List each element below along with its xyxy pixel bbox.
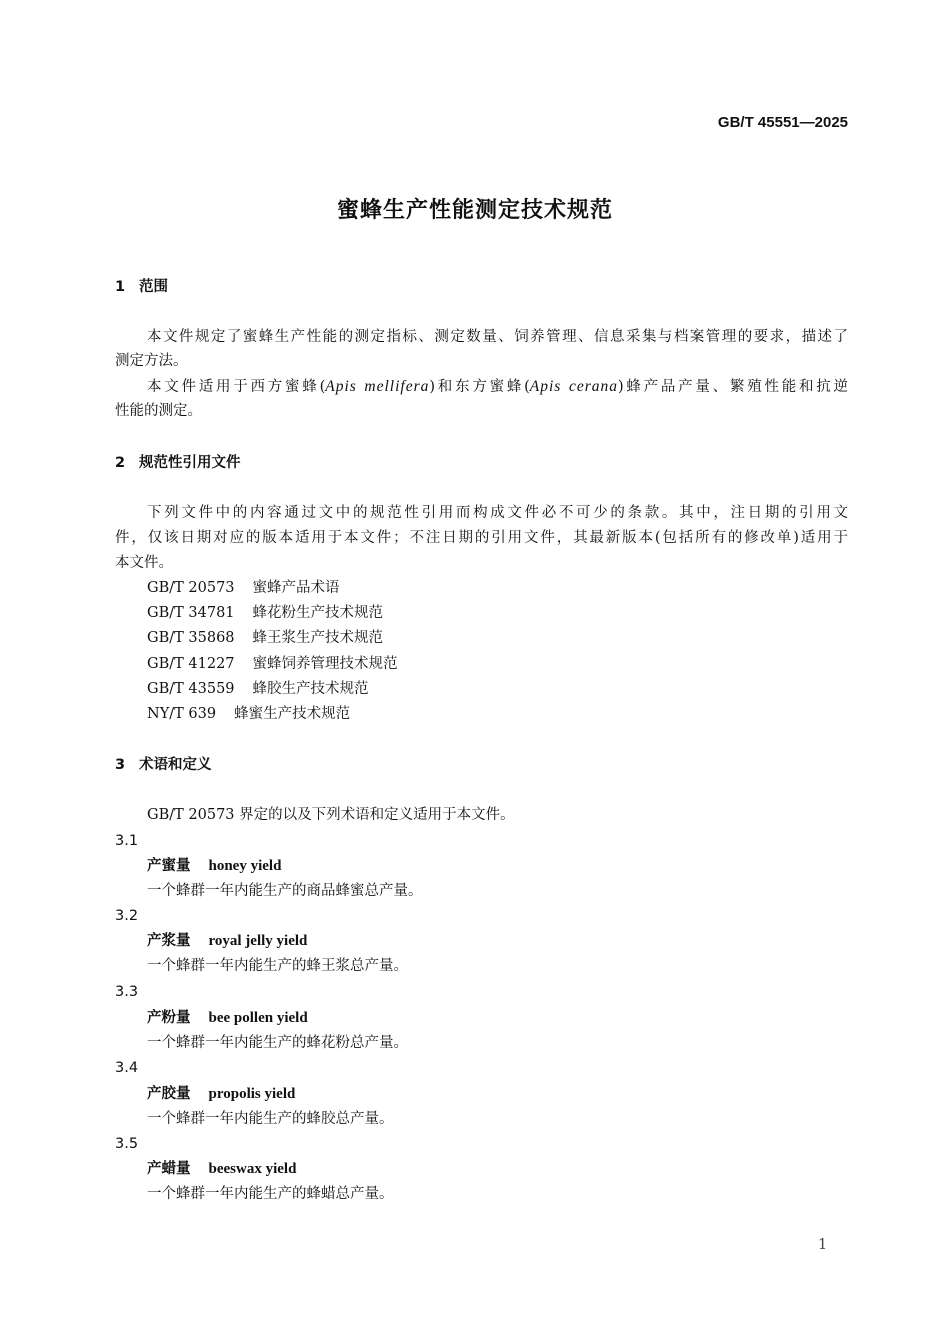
text: )和东方蜜蜂( [429, 379, 530, 395]
term-heading [147, 1008, 308, 1028]
term-en: royal jelly yield [208, 933, 308, 949]
paragraph-line: GB/T 20573 界定的以及下列术语和定义适用于本文件。 [147, 807, 515, 823]
section-number: 1 [115, 279, 126, 295]
term-en: bee pollen yield [208, 1010, 308, 1026]
paragraph-line: 下列文件中的内容通过文中的规范性引用而构成文件必不可少的条款。其中，注日期的引用文 [147, 505, 848, 521]
term-definition: 一个蜂群一年内能生产的蜂王浆总产量。 [147, 958, 408, 974]
reference-item [147, 578, 340, 598]
species-name: Apis cerana [529, 378, 618, 395]
reference-title: 蜂王浆生产技术规范 [252, 630, 384, 646]
reference-code: NY/T 639 [147, 706, 217, 722]
term-number: 3.4 [115, 1060, 139, 1076]
term-zh: 产胶量 [147, 1086, 191, 1102]
term-en: honey yield [208, 858, 282, 874]
text: 本文件适用于西方蜜蜂( [147, 379, 326, 395]
term-en: propolis yield [208, 1086, 296, 1102]
reference-code: GB/T 20573 [147, 580, 235, 596]
page-number: 1 [818, 1237, 828, 1253]
reference-code: GB/T 34781 [147, 605, 235, 621]
reference-item [147, 654, 398, 674]
term-en: beeswax yield [208, 1161, 297, 1177]
term-number: 3.2 [115, 908, 139, 924]
reference-title: 蜜蜂饲养管理技术规范 [252, 656, 398, 672]
reference-title: 蜜蜂产品术语 [252, 580, 340, 596]
term-zh: 产浆量 [147, 933, 191, 949]
reference-item [147, 679, 369, 699]
reference-title: 蜂花粉生产技术规范 [252, 605, 384, 621]
term-definition: 一个蜂群一年内能生产的蜂胶总产量。 [147, 1111, 394, 1127]
document-title: 蜜蜂生产性能测定技术规范 [336, 198, 613, 223]
term-heading [147, 1084, 295, 1104]
term-zh: 产蜡量 [147, 1161, 191, 1177]
reference-item [147, 704, 350, 724]
section-title: 术语和定义 [139, 757, 212, 773]
reference-title: 蜂胶生产技术规范 [252, 681, 369, 697]
paragraph-line: 性能的测定。 [115, 403, 202, 419]
term-definition: 一个蜂群一年内能生产的商品蜂蜜总产量。 [147, 883, 423, 899]
section-heading-normative-references [115, 453, 241, 473]
term-number: 3.5 [115, 1136, 139, 1152]
document-number: GB/T 45551—2025 [717, 114, 848, 131]
term-zh: 产蜜量 [147, 858, 191, 874]
term-definition: 一个蜂群一年内能生产的蜂蜡总产量。 [147, 1186, 394, 1202]
text: )蜂产品产量、繁殖性能和抗逆 [617, 379, 848, 395]
term-definition: 一个蜂群一年内能生产的蜂花粉总产量。 [147, 1035, 408, 1051]
reference-item [147, 603, 383, 623]
reference-code: GB/T 35868 [147, 630, 235, 646]
section-title: 范围 [139, 279, 168, 295]
term-number: 3.1 [115, 833, 139, 849]
term-heading [147, 931, 307, 951]
section-number: 3 [115, 757, 126, 773]
section-heading-scope [115, 277, 168, 297]
section-heading-terms [115, 755, 212, 775]
paragraph-line [147, 377, 848, 397]
reference-title: 蜂蜜生产技术规范 [234, 706, 351, 722]
term-number: 3.3 [115, 984, 139, 1000]
term-heading [147, 856, 281, 876]
paragraph-line: 本文件规定了蜜蜂生产性能的测定指标、测定数量、饲养管理、信息采集与档案管理的要求，描述了 [147, 329, 848, 345]
section-number: 2 [115, 455, 126, 471]
section-title: 规范性引用文件 [139, 455, 241, 471]
reference-code: GB/T 41227 [147, 656, 235, 672]
reference-item [147, 628, 383, 648]
reference-code: GB/T 43559 [147, 681, 235, 697]
paragraph-line: 测定方法。 [115, 353, 188, 369]
paragraph-line: 件，仅该日期对应的版本适用于本文件；不注日期的引用文件，其最新版本(包括所有的修改单)适用于 [115, 530, 848, 546]
species-name: Apis mellifera [325, 378, 430, 395]
term-zh: 产粉量 [147, 1010, 191, 1026]
term-heading [147, 1159, 296, 1179]
paragraph-line: 本文件。 [115, 555, 173, 571]
